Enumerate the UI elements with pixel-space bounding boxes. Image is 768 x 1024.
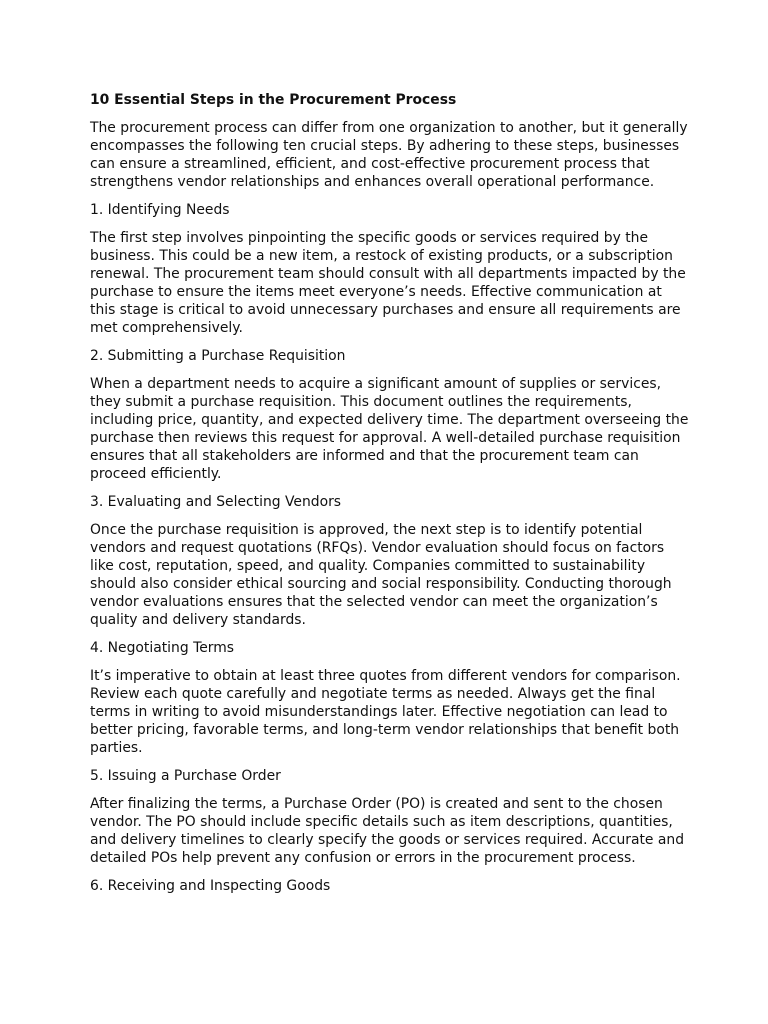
document-title: 10 Essential Steps in the Procurement Process	[90, 92, 457, 108]
section-heading-negotiating-terms: 4. Negotiating Terms	[90, 640, 234, 656]
document-page	[90, 91, 690, 905]
section-body-purchase-requisition: When a department needs to acquire a significant amount of supplies or services, they submit a purchase requisition. This document outlines the requirements, including price, quantity, and expected delivery time. The department overseeing the purchase then reviews this request for approval. A well-detailed purchase requisition ensures that all stakeholders are informed and that the procurement team can proceed efficiently.	[90, 376, 689, 482]
section-body-evaluating-vendors: Once the purchase requisition is approved, the next step is to identify potential vendors and request quotations (RFQs). Vendor evaluation should focus on factors like cost, reputation, speed, and quality. Companies committed to sustainability should also consider ethical sourcing and social responsibility. Conducting thorough vendor evaluations ensures that the selected vendor can meet the organization’s quality and delivery standards.	[90, 522, 672, 628]
section-heading-purchase-requisition: 2. Submitting a Purchase Requisition	[90, 348, 346, 364]
intro-paragraph: The procurement process can differ from one organization to another, but it generally encompasses the following ten crucial steps. By adhering to these steps, businesses can ensure a streamlined, efficient, and cost-effective procurement process that strengthens vendor relationships and enhances overall operational performance.	[90, 120, 688, 190]
section-body-purchase-order: After finalizing the terms, a Purchase Order (PO) is created and sent to the chosen vendor. The PO should include specific details such as item descriptions, quantities, and delivery timelines to clearly specify the goods or services required. Accurate and detailed POs help prevent any confusion or errors in the procurement process.	[90, 796, 685, 866]
section-body-identifying-needs: The first step involves pinpointing the specific goods or services required by the business. This could be a new item, a restock of existing products, or a subscription renewal. The procurement team should consult with all departments impacted by the purchase to ensure the items meet everyone’s needs. Effective communication at this stage is critical to avoid unnecessary purchases and ensure all requirements are met comprehensively.	[90, 230, 686, 336]
section-heading-evaluating-vendors: 3. Evaluating and Selecting Vendors	[90, 494, 342, 510]
section-heading-identifying-needs: 1. Identifying Needs	[90, 202, 230, 218]
section-body-negotiating-terms: It’s imperative to obtain at least three quotes from different vendors for comparison. Review each quote carefully and negotiate terms as needed. Always get the final terms in writing to avoid misunderstandings later. Effective negotiation can lead to better pricing, favorable terms, and long-term vendor relationships that benefit both parties.	[90, 668, 681, 756]
section-heading-purchase-order: 5. Issuing a Purchase Order	[90, 768, 281, 784]
section-heading-receiving-goods: 6. Receiving and Inspecting Goods	[90, 878, 331, 894]
